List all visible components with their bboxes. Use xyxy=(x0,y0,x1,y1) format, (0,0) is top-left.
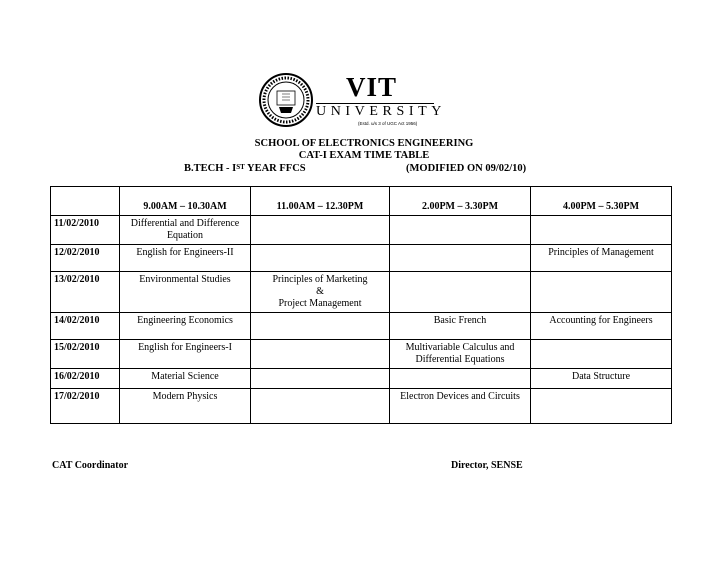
exam-timetable xyxy=(50,186,672,424)
exam-subject xyxy=(390,245,531,272)
exam-subject: Engineering Economics xyxy=(120,313,251,340)
cat-coordinator-signature: CAT Coordinator xyxy=(52,460,129,471)
exam-subject xyxy=(251,340,390,369)
brand-name: VIT xyxy=(346,72,398,102)
exam-subject xyxy=(251,369,390,389)
exam-subject: Material Science xyxy=(120,369,251,389)
exam-subject: Basic French xyxy=(390,313,531,340)
exam-subject: Electron Devices and Circuits xyxy=(390,389,531,424)
exam-subject: Accounting for Engineers xyxy=(531,313,672,340)
exam-date: 11/02/2010 xyxy=(51,216,120,245)
exam-subject xyxy=(390,272,531,313)
exam-date: 12/02/2010 xyxy=(51,245,120,272)
column-header-slot2: 11.00AM – 12.30PM xyxy=(251,187,390,216)
exam-subject: Modern Physics xyxy=(120,389,251,424)
table-row xyxy=(51,369,672,389)
director-signature: Director, SENSE xyxy=(451,460,523,471)
university-logo xyxy=(258,72,446,128)
exam-subject xyxy=(390,369,531,389)
exam-subject xyxy=(531,389,672,424)
exam-date: 15/02/2010 xyxy=(51,340,120,369)
program-title: B.TECH - IST YEAR FFCS xyxy=(184,163,306,174)
exam-subject xyxy=(251,272,390,313)
exam-subject-line: Project Management xyxy=(278,298,362,309)
exam-subject: Differential and Difference Equation xyxy=(120,216,251,245)
exam-subject-line: & xyxy=(316,286,324,297)
exam-subject xyxy=(531,216,672,245)
exam-subject: English for Engineers-II xyxy=(120,245,251,272)
exam-subject: Multivariable Calculus and Differential Equations xyxy=(390,340,531,369)
exam-subject xyxy=(251,245,390,272)
modified-date: (MODIFIED ON 09/02/10) xyxy=(406,163,527,174)
column-header-slot1: 9.00AM – 10.30AM xyxy=(120,187,251,216)
table-header-row xyxy=(51,187,672,216)
exam-date: 17/02/2010 xyxy=(51,389,120,424)
exam-date: 16/02/2010 xyxy=(51,369,120,389)
table-row xyxy=(51,272,672,313)
column-header-date xyxy=(51,187,120,216)
exam-subject xyxy=(251,216,390,245)
exam-subject xyxy=(531,272,672,313)
exam-subject: English for Engineers-I xyxy=(120,340,251,369)
table-row xyxy=(51,216,672,245)
brand-subtitle: UNIVERSITY xyxy=(316,104,446,119)
exam-subject xyxy=(251,389,390,424)
exam-subject-line: Principles of Marketing xyxy=(272,274,368,285)
exam-subject: Principles of Management xyxy=(531,245,672,272)
column-header-slot4: 4.00PM – 5.30PM xyxy=(531,187,672,216)
exam-subject: Data Structure xyxy=(531,369,672,389)
exam-subject xyxy=(390,216,531,245)
university-seal-icon xyxy=(258,72,314,128)
exam-date: 13/02/2010 xyxy=(51,272,120,313)
table-row xyxy=(51,389,672,424)
table-row xyxy=(51,340,672,369)
exam-title: CAT-I EXAM TIME TABLE xyxy=(298,150,430,161)
school-title: SCHOOL OF ELECTRONICS ENGINEERING xyxy=(254,138,474,149)
exam-subject: Environmental Studies xyxy=(120,272,251,313)
column-header-slot3: 2.00PM – 3.30PM xyxy=(390,187,531,216)
exam-subject xyxy=(531,340,672,369)
table-row xyxy=(51,245,672,272)
brand-established: (Estd. u/s 3 of UGC Act 1956) xyxy=(358,121,418,126)
exam-subject xyxy=(251,313,390,340)
exam-date: 14/02/2010 xyxy=(51,313,120,340)
table-row xyxy=(51,313,672,340)
